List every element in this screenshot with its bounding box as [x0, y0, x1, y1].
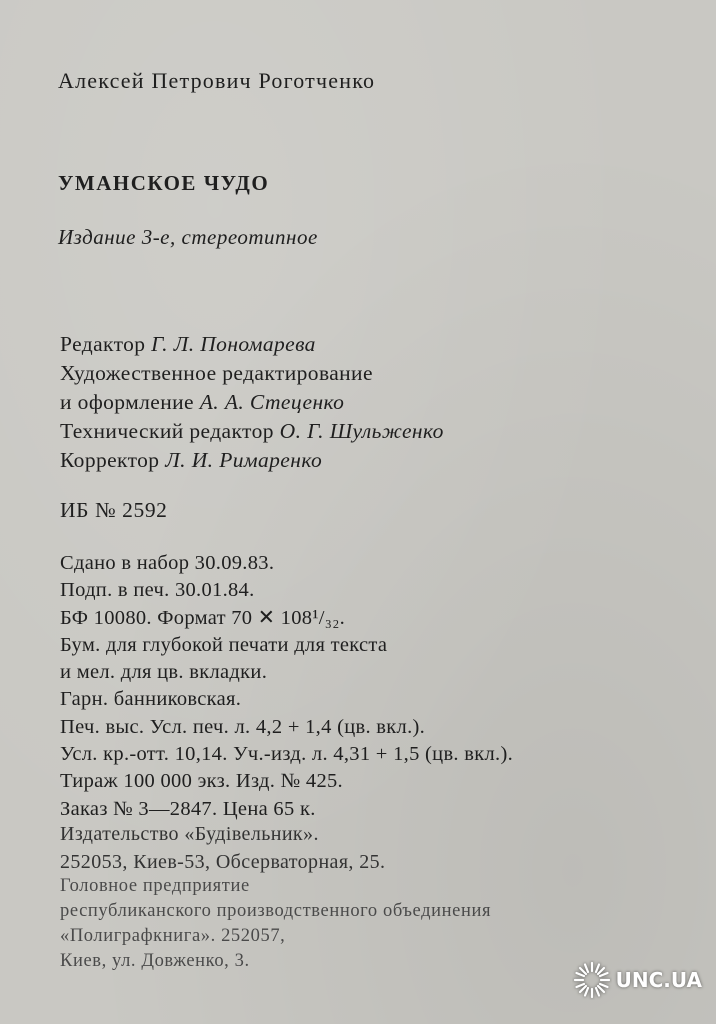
credits-block: [60, 330, 444, 475]
credit-role: Редактор: [60, 332, 146, 356]
imprint-line: Бум. для глубокой печати для текста: [60, 633, 388, 656]
publisher-line: Издательство «Будівельник».: [60, 823, 319, 845]
imprint-line: Печ. выс. Усл. печ. л. 4,2 + 1,4 (цв. вкл.).: [60, 715, 426, 738]
credit-person: Г. Л. Пономарева: [151, 332, 316, 356]
printer-block: [60, 874, 491, 974]
credit-role: Художественное редактирование: [60, 361, 373, 385]
credit-line: [60, 359, 444, 388]
credit-line: [60, 446, 444, 475]
credit-line: [60, 388, 444, 417]
imprint-line: БФ 10080. Формат 70 ✕ 108¹/₃₂.: [60, 606, 346, 629]
printer-line: «Полиграфкнига». 252057,: [60, 926, 286, 946]
ib-number: ИБ № 2592: [60, 498, 168, 522]
credit-person: Л. И. Римаренко: [165, 448, 323, 472]
credit-line: [60, 330, 444, 359]
credit-role: Технический редактор: [60, 419, 274, 443]
publisher-line: 252053, Киев-53, Обсерваторная, 25.: [60, 851, 386, 873]
imprint-line: Тираж 100 000 экз. Изд. № 425.: [60, 770, 343, 793]
author-name: Алексей Петрович Роготченко: [58, 68, 376, 93]
sunburst-logo-icon: [572, 960, 612, 1000]
credit-person: О. Г. Шульженко: [279, 419, 444, 443]
imprint-line: Подп. в печ. 30.01.84.: [60, 579, 255, 602]
imprint-line: Усл. кр.-отт. 10,14. Уч.-изд. л. 4,31 + 1,5 (цв. вкл.).: [60, 743, 514, 766]
printer-line: Головное предприятие: [60, 876, 250, 896]
imprint-block: [60, 550, 513, 823]
site-watermark: [572, 958, 702, 1002]
book-title: УМАНСКОЕ ЧУДО: [58, 171, 270, 195]
edition-note: Издание 3-е, стереотипное: [58, 225, 318, 249]
credit-line: [60, 417, 444, 446]
imprint-line: Заказ № 3—2847. Цена 65 к.: [60, 797, 316, 820]
watermark-text: UNC.UA: [615, 968, 702, 992]
credit-role: и оформление: [60, 390, 194, 414]
printer-line: Киев, ул. Довженко, 3.: [60, 951, 250, 971]
imprint-line: и мел. для цв. вкладки.: [60, 661, 268, 684]
publisher-block: [60, 820, 385, 876]
printer-line: республиканского производственного объединения: [60, 901, 492, 921]
credit-person: А. А. Стеценко: [199, 390, 345, 414]
imprint-line: Сдано в набор 30.09.83.: [60, 552, 275, 574]
credit-role: Корректор: [60, 448, 160, 472]
imprint-line: Гарн. банниковская.: [60, 688, 242, 711]
